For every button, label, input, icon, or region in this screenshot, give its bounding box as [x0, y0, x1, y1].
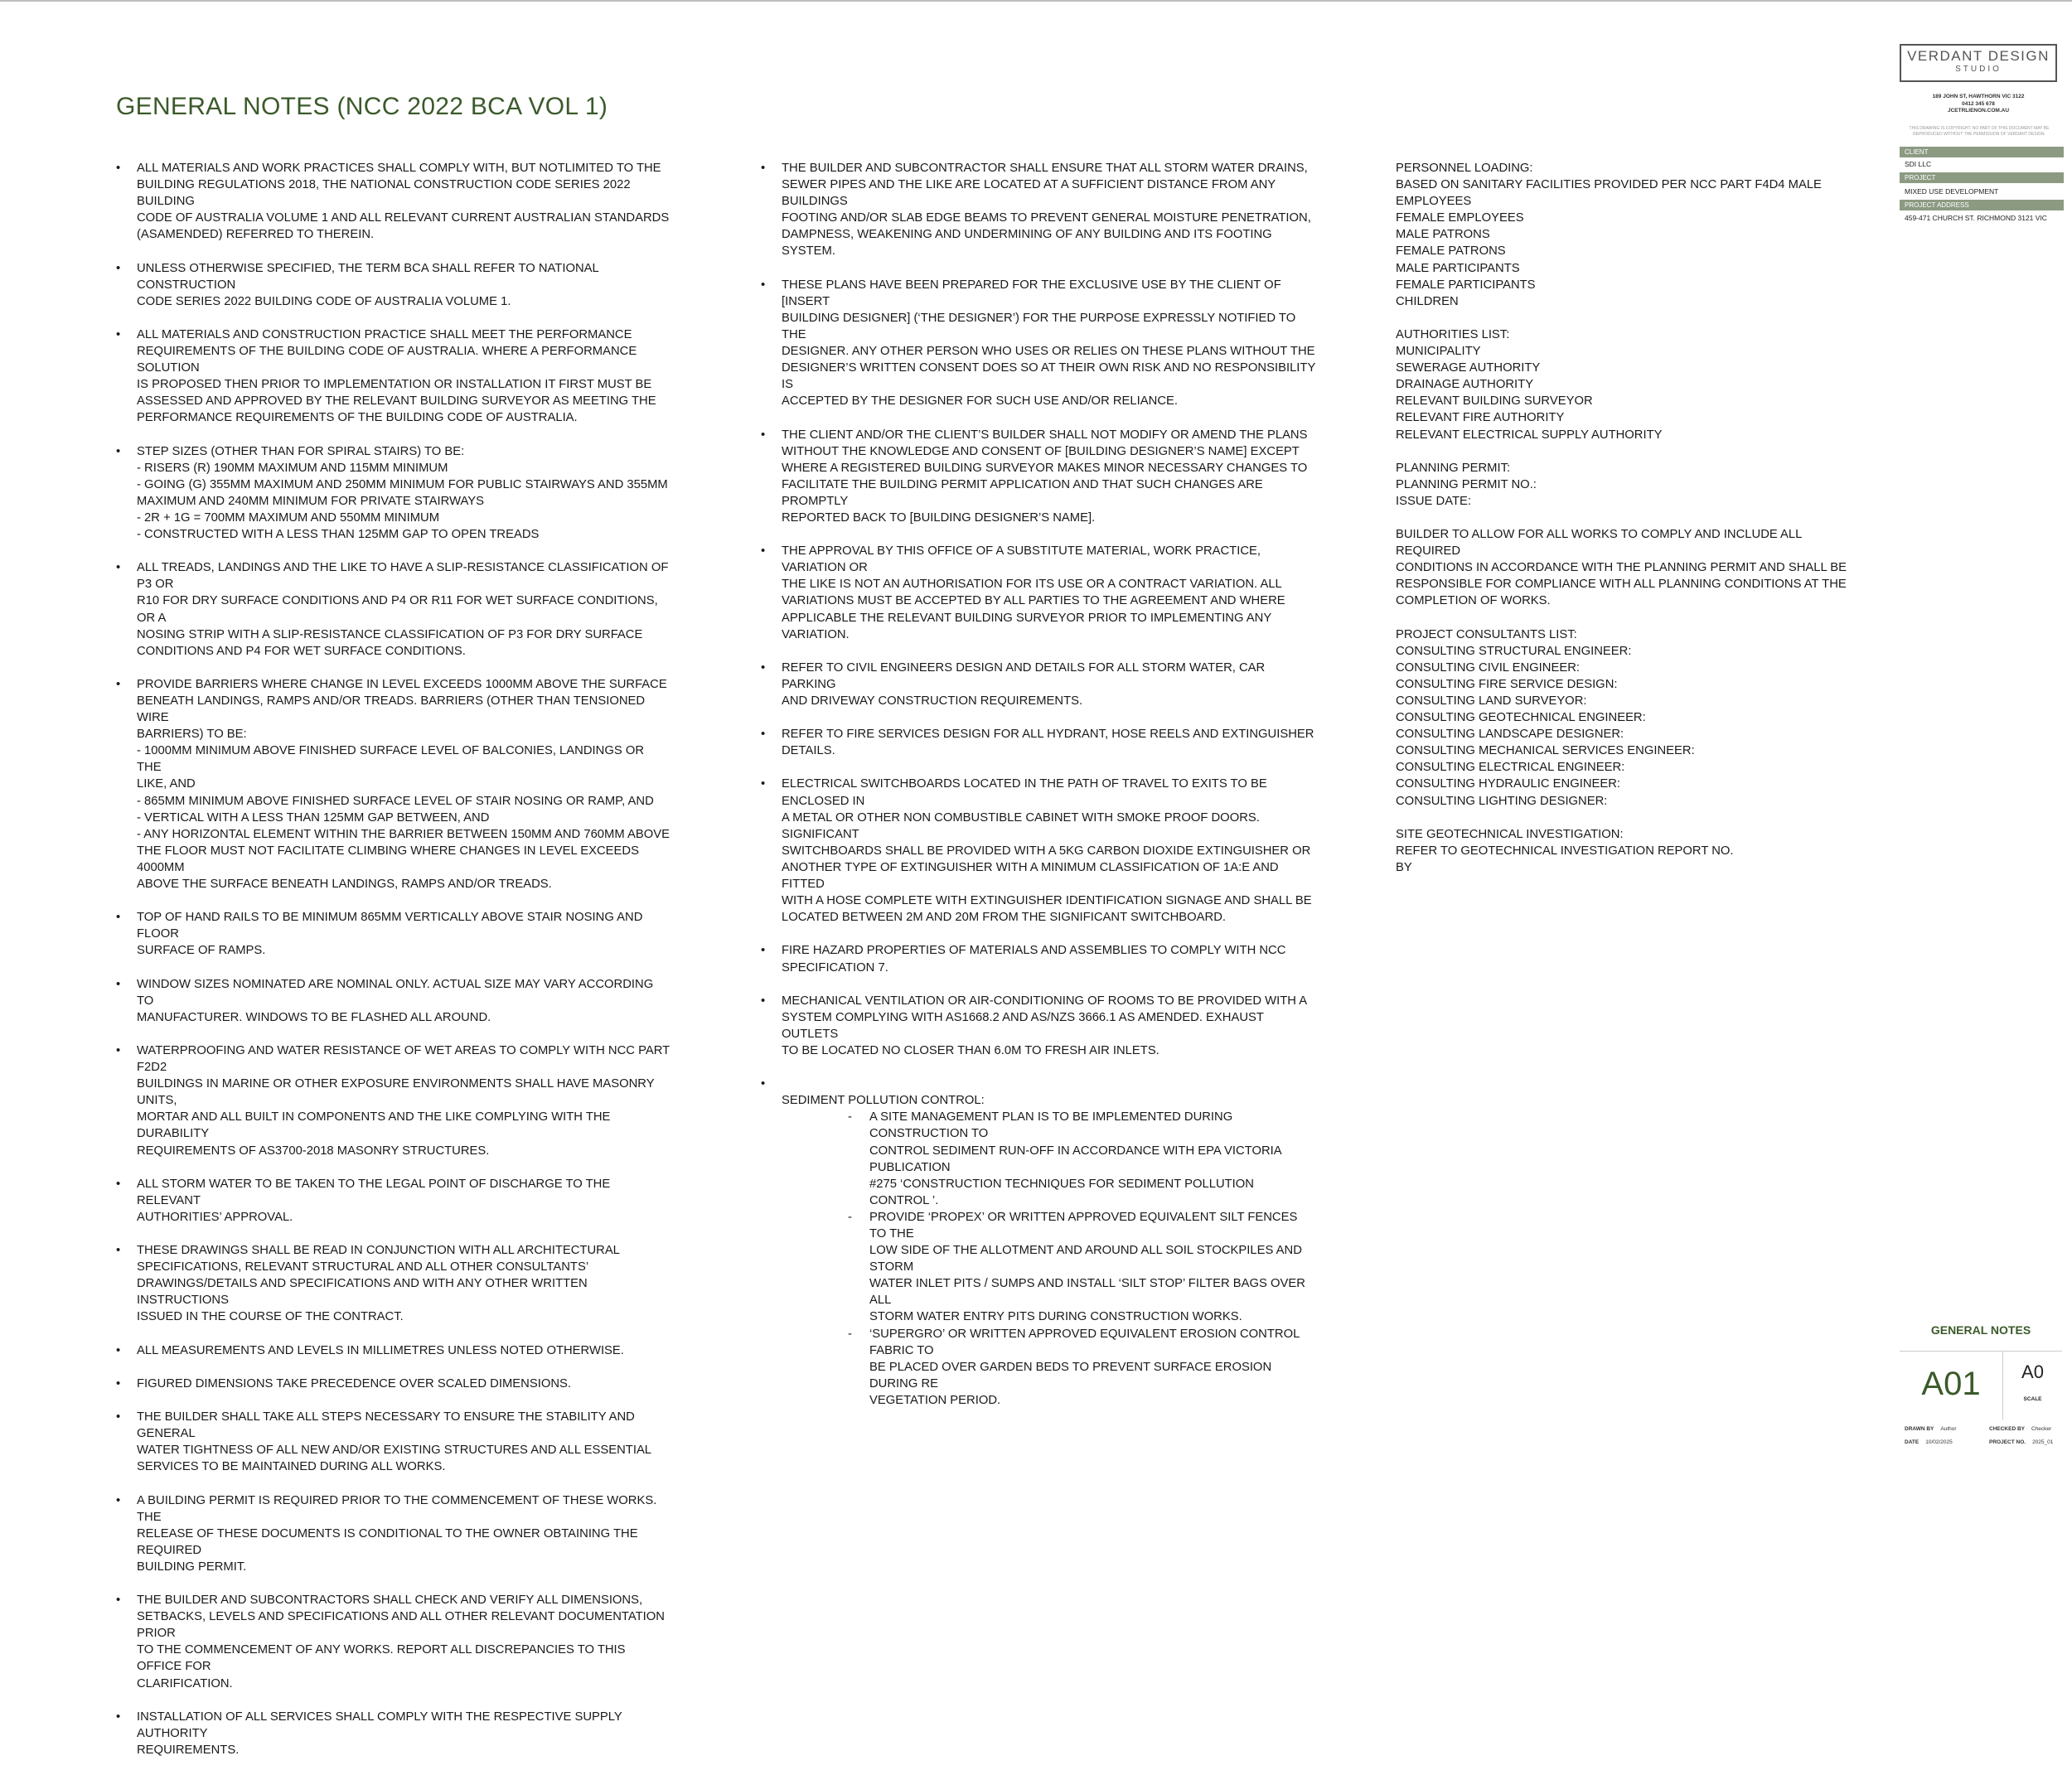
note-item: • UNLESS OTHERWISE SPECIFIED, THE TERM BCA SHALL REFER TO NATIONAL CONSTRUCTION CODE SERIES 2022 BUILDING CODE OF AUSTRALIA VOLUME 1. [116, 260, 671, 310]
issue-date [1905, 1439, 1953, 1445]
sediment-item: - PROVIDE ‘PROPEX’ OR WRITTEN APPROVED EQUIVALENT SILT FENCES TO THE LOW SIDE OF THE ALLOTMENT AND AROUND ALL SOIL STOCKPILES AND STORM WATER INLET PITS / SUMPS AND INSTALL ‘SILT STOP’ FILTER BAGS OVER ALL STORM WATER ENTRY PITS DURING CONSTRUCTION WORKS. [848, 1209, 1316, 1326]
note-item: • ALL TREADS, LANDINGS AND THE LIKE TO HAVE A SLIP-RESISTANCE CLASSIFICATION OF P3 OR R10 FOR DRY SURFACE CONDITIONS AND P4 OR R11 FOR WET SURFACE CONDITIONS, OR A NOSING STRIP WITH A SLIP-RESISTANCE CLASSIFICATION OF P3 FOR DRY SURFACE CONDITIONS AND P4 FOR WET SURFACE CONDITIONS. [116, 559, 671, 660]
sediment-item: - ‘SUPERGRO’ OR WRITTEN APPROVED EQUIVALENT EROSION CONTROL FABRIC TO BE PLACED OVER GARDEN BEDS TO PREVENT SURFACE EROSION DURING RE VEGETATION PERIOD. [848, 1326, 1316, 1409]
info-section [1396, 160, 1868, 310]
client-label: CLIENT [1900, 147, 2064, 157]
company-contact [1900, 94, 2057, 115]
note-item: • THE BUILDER AND SUBCONTRACTORS SHALL CHECK AND VERIFY ALL DIMENSIONS, SETBACKS, LEVELS AND SPECIFICATIONS AND ALL OTHER RELEVANT DOCUMENTATION PRIOR TO THE COMMENCEMENT OF ANY WORKS. REPORT ALL DISCREPANCIES TO THIS OFFICE FOR CLARIFICATION. [116, 1592, 671, 1692]
info-section-text: PERSONNEL LOADING: BASED ON SANITARY FACILITIES PROVIDED PER NCC PART F4D4 MALE EMPLOYEES FEMALE EMPLOYEES MALE PATRONS FEMALE PATRONS MALE PARTICIPANTS FEMALE PARTICIPANTS CHILDREN [1396, 162, 1822, 308]
note-item: • PROVIDE BARRIERS WHERE CHANGE IN LEVEL EXCEEDS 1000MM ABOVE THE SURFACE BENEATH LANDINGS, RAMPS AND/OR TREADS. BARRIERS (OTHER THAN TENSIONED WIRE BARRIERS) TO BE: - 1000MM MINIMUM ABOVE FINISHED SURFACE LEVEL OF BALCONIES, LANDINGS OR THE LIKE, AND - 865MM MINIMUM ABOVE FINISHED SURFACE LEVEL OF STAIR NOSING OR RAMP, AND - VERTICAL WITH A LESS THAN 125MM GAP BETWEEN, AND - ANY HORIZONTAL ELEMENT WITHIN THE BARRIER BETWEEN 150MM AND 760MM ABOVE THE FLOOR MUST NOT FACILITATE CLIMBING WHERE CHANGES IN LEVEL EXCEEDS 4000MM ABOVE THE SURFACE BENEATH LANDINGS, RAMPS AND/OR TREADS. [116, 676, 671, 892]
notes-column-1 [116, 160, 671, 1775]
info-section [1396, 460, 1868, 510]
top-border-line [0, 0, 2072, 2]
date-label: DATE [1905, 1439, 1920, 1445]
date-value: 10/02/2025 [1925, 1439, 1953, 1445]
sediment-section [761, 1076, 1316, 1425]
note-item: • THESE PLANS HAVE BEEN PREPARED FOR THE EXCLUSIVE USE BY THE CLIENT OF [INSERT BUILDING DESIGNER] (‘THE DESIGNER’) FOR THE PURPOSE EXPRESSLY NOTIFIED TO THE DESIGNER. ANY OTHER PERSON WHO USES OR RELIES ON THESE PLANS WITHOUT THE DESIGNER’S WRITTEN CONSENT DOES SO AT THEIR OWN RISK AND NO RESPONSIBILITY IS ACCEPTED BY THE DESIGNER FOR SUCH USE AND/OR RELIANCE. [761, 277, 1316, 410]
checked-by-value: Checker [2031, 1426, 2052, 1432]
info-section-text: SITE GEOTECHNICAL INVESTIGATION: REFER TO GEOTECHNICAL INVESTIGATION REPORT NO. BY [1396, 827, 1734, 874]
company-logo [1900, 44, 2057, 82]
note-item: • INSTALLATION OF ALL SERVICES SHALL COMPLY WITH THE RESPECTIVE SUPPLY AUTHORITY REQUIREMENTS. [116, 1709, 671, 1758]
info-section [1396, 626, 1868, 810]
company-email: JCETRLIENON.COM.AU [1947, 108, 2010, 114]
notes-column-2 [761, 160, 1316, 1425]
note-item: • ALL MATERIALS AND WORK PRACTICES SHALL COMPLY WITH, BUT NOTLIMITED TO THE BUILDING REGULATIONS 2018, THE NATIONAL CONSTRUCTION CODE SERIES 2022 BUILDING CODE OF AUSTRALIA VOLUME 1 AND ALL RELEVANT CURRENT AUSTRALIAN STANDARDS (ASAMENDED) REFERRED TO THEREIN. [116, 160, 671, 243]
note-item: • THESE DRAWINGS SHALL BE READ IN CONJUNCTION WITH ALL ARCHITECTURAL SPECIFICATIONS, RELEVANT STRUCTURAL AND ALL OTHER CONSULTANTS’ DRAWINGS/DETAILS AND SPECIFICATIONS AND WITH ANY OTHER WRITTEN INSTRUCTIONS ISSUED IN THE COURSE OF THE CONTRACT. [116, 1242, 671, 1325]
info-section [1396, 826, 1868, 876]
project-no-label: PROJECT NO. [1989, 1439, 2026, 1445]
note-item: • REFER TO CIVIL ENGINEERS DESIGN AND DETAILS FOR ALL STORM WATER, CAR PARKING AND DRIVEWAY CONSTRUCTION REQUIREMENTS. [761, 660, 1316, 709]
project-address-value: 459-471 CHURCH ST. RICHMOND 3121 VIC [1905, 214, 2047, 222]
project-value: MIXED USE DEVELOPMENT [1905, 187, 1999, 196]
note-item: • ALL MEASUREMENTS AND LEVELS IN MILLIMETRES UNLESS NOTED OTHERWISE. [116, 1342, 671, 1359]
note-item: • ALL STORM WATER TO BE TAKEN TO THE LEGAL POINT OF DISCHARGE TO THE RELEVANT AUTHORITIES’ APPROVAL. [116, 1176, 671, 1226]
note-item: • FIGURED DIMENSIONS TAKE PRECEDENCE OVER SCALED DIMENSIONS. [116, 1376, 671, 1392]
notes-column-3 [1396, 160, 1868, 892]
scale-value: A0 [2021, 1361, 2044, 1382]
drawn-by-value: Author [1940, 1426, 1957, 1432]
info-section [1396, 326, 1868, 443]
note-item [761, 1076, 1316, 1425]
project-no-value: 2025_01 [2032, 1439, 2054, 1445]
note-item: • MECHANICAL VENTILATION OR AIR-CONDITIONING OF ROOMS TO BE PROVIDED WITH A SYSTEM COMPLYING WITH AS1668.2 AND AS/NZS 3666.1 AS AMENDED. EXHAUST OUTLETS TO BE LOCATED NO CLOSER THAN 6.0M TO FRESH AIR INLETS. [761, 993, 1316, 1059]
logo-line-2: STUDIO [1955, 65, 2002, 74]
project-number [1989, 1439, 2053, 1445]
note-item: • WATERPROOFING AND WATER RESISTANCE OF WET AREAS TO COMPLY WITH NCC PART F2D2 BUILDINGS IN MARINE OR OTHER EXPOSURE ENVIRONMENTS SHALL HAVE MASONRY UNITS, MORTAR AND ALL BUILT IN COMPONENTS AND THE LIKE COMPLYING WITH THE DURABILITY REQUIREMENTS OF AS3700-2018 MASONRY STRUCTURES. [116, 1042, 671, 1159]
scale-label: SCALE [2023, 1396, 2042, 1402]
client-value: SDI LLC [1905, 160, 1932, 168]
info-section [1396, 526, 1868, 609]
sheet-number-box [1900, 1351, 2062, 1420]
sediment-item: - A SITE MANAGEMENT PLAN IS TO BE IMPLEMENTED DURING CONSTRUCTION TO CONTROL SEDIMENT RUN-OFF IN ACCORDANCE WITH EPA VICTORIA PUBLICATION #275 ‘CONSTRUCTION TECHNIQUES FOR SEDIMENT POLLUTION CONTROL ’. [848, 1109, 1316, 1209]
note-item: • ELECTRICAL SWITCHBOARDS LOCATED IN THE PATH OF TRAVEL TO EXITS TO BE ENCLOSED IN A METAL OR OTHER NON COMBUSTIBLE CABINET WITH SMOKE PROOF DOORS. SIGNIFICANT SWITCHBOARDS SHALL BE PROVIDED WITH A 5KG CARBON DIOXIDE EXTINGUISHER OR ANOTHER TYPE OF EXTINGUISHER WITH A MINIMUM CLASSIFICATION OF 1A:E AND FITTED WITH A HOSE COMPLETE WITH EXTINGUISHER IDENTIFICATION SIGNAGE AND SHALL BE LOCATED BETWEEN 2M AND 20M FROM THE SIGNIFICANT SWITCHBOARD. [761, 776, 1316, 926]
note-item: • REFER TO FIRE SERVICES DESIGN FOR ALL HYDRANT, HOSE REELS AND EXTINGUISHER DETAILS. [761, 726, 1316, 759]
checked-by-label: CHECKED BY [1989, 1426, 2025, 1432]
note-item: • THE BUILDER SHALL TAKE ALL STEPS NECESSARY TO ENSURE THE STABILITY AND GENERAL WATER TIGHTNESS OF ALL NEW AND/OR EXISTING STRUCTURES AND ALL ESSENTIAL SERVICES TO BE MAINTAINED DURING ALL WORKS. [116, 1409, 671, 1475]
sediment-sublist [782, 1109, 1316, 1409]
drawn-by [1905, 1426, 1957, 1432]
info-section-text: BUILDER TO ALLOW FOR ALL WORKS TO COMPLY AND INCLUDE ALL REQUIRED CONDITIONS IN ACCORDANCE WITH THE PLANNING PERMIT AND SHALL BE RESPONSIBLE FOR COMPLIANCE WITH ALL PLANNING CONDITIONS AT THE COMPLETION OF WORKS. [1396, 528, 1847, 608]
note-item: • FIRE HAZARD PROPERTIES OF MATERIALS AND ASSEMBLIES TO COMPLY WITH NCC SPECIFICATION 7. [761, 942, 1316, 975]
logo-line-1: VERDANT DESIGN [1907, 48, 2050, 64]
note-item: • WINDOW SIZES NOMINATED ARE NOMINAL ONLY. ACTUAL SIZE MAY VARY ACCORDING TO MANUFACTURER. WINDOWS TO BE FLASHED ALL AROUND. [116, 976, 671, 1026]
sediment-heading: SEDIMENT POLLUTION CONTROL: [782, 1094, 985, 1108]
company-phone: 0412 345 678 [1962, 100, 1995, 107]
notes-list-1 [116, 160, 671, 1758]
sheet-title: GENERAL NOTES [1930, 1323, 2031, 1337]
info-section-text: PLANNING PERMIT: PLANNING PERMIT NO.: ISSUE DATE: [1396, 461, 1537, 508]
company-address: 189 JOHN ST, HAWTHORN VIC 3122 [1932, 94, 2025, 99]
title-block [1900, 0, 2062, 1465]
copyright-notice: THIS DRAWING IS COPYRIGHT. NO PART OF THIS DOCUMENT MAY BE REPRODUCED WITHOUT THE PERMISSION OF VERDANT DESIGN. [1909, 126, 2050, 137]
note-item: • THE BUILDER AND SUBCONTRACTOR SHALL ENSURE THAT ALL STORM WATER DRAINS, SEWER PIPES AND THE LIKE ARE LOCATED AT A SUFFICIENT DISTANCE FROM ANY BUILDINGS FOOTING AND/OR SLAB EDGE BEAMS TO PREVENT GENERAL MOISTURE PENETRATION, DAMPNESS, WEAKENING AND UNDERMINING OF ANY BUILDING AND ITS FOOTING SYSTEM. [761, 160, 1316, 260]
project-address-label: PROJECT ADDRESS [1900, 200, 2064, 210]
info-section-text: PROJECT CONSULTANTS LIST: CONSULTING STRUCTURAL ENGINEER: CONSULTING CIVIL ENGINEER: CONSULTING FIRE SERVICE DESIGN: CONSULTING LAND SURVEYOR: CONSULTING GEOTECHNICAL ENGINEER: CONSULTING LANDSCAPE DESIGNER: CONSULTING MECHANICAL SERVICES ENGINEER: CONSULTING ELECTRICAL ENGINEER: CONSULTING HYDRAULIC ENGINEER: CONSULTING LIGHTING DESIGNER: [1396, 627, 1695, 808]
note-item: • ALL MATERIALS AND CONSTRUCTION PRACTICE SHALL MEET THE PERFORMANCE REQUIREMENTS OF THE BUILDING CODE OF AUSTRALIA. WHERE A PERFORMANCE SOLUTION IS PROPOSED THEN PRIOR TO IMPLEMENTATION OR INSTALLATION IT FIRST MUST BE ASSESSED AND APPROVED BY THE RELEVANT BUILDING SURVEYOR AS MEETING THE PERFORMANCE REQUIREMENTS OF THE BUILDING CODE OF AUSTRALIA. [116, 326, 671, 427]
notes-list-2 [761, 160, 1316, 1059]
page-title: GENERAL NOTES (NCC 2022 BCA VOL 1) [116, 93, 608, 120]
note-item: • TOP OF HAND RAILS TO BE MINIMUM 865MM VERTICALLY ABOVE STAIR NOSING AND FLOOR SURFACE OF RAMPS. [116, 909, 671, 959]
drawn-by-label: DRAWN BY [1905, 1426, 1934, 1432]
note-item: • STEP SIZES (OTHER THAN FOR SPIRAL STAIRS) TO BE: - RISERS (R) 190MM MAXIMUM AND 115MM MINIMUM - GOING (G) 355MM MAXIMUM AND 250MM MINIMUM FOR PUBLIC STAIRWAYS AND 355MM MAXIMUM AND 240MM MINIMUM FOR PRIVATE STAIRWAYS - 2R + 1G = 700MM MAXIMUM AND 550MM MINIMUM - CONSTRUCTED WITH A LESS THAN 125MM GAP TO OPEN TREADS [116, 443, 671, 544]
sheet-number: A01 [1921, 1366, 1981, 1402]
project-label: PROJECT [1900, 172, 2064, 183]
info-section-text: AUTHORITIES LIST: MUNICIPALITY SEWERAGE AUTHORITY DRAINAGE AUTHORITY RELEVANT BUILDING SURVEYOR RELEVANT FIRE AUTHORITY RELEVANT ELECTRICAL SUPPLY AUTHORITY [1396, 327, 1663, 442]
note-item: • THE APPROVAL BY THIS OFFICE OF A SUBSTITUTE MATERIAL, WORK PRACTICE, VARIATION OR THE LIKE IS NOT AN AUTHORISATION FOR ITS USE OR A CONTRACT VARIATION. ALL VARIATIONS MUST BE ACCEPTED BY ALL PARTIES TO THE AGREEMENT AND WHERE APPLICABLE THE RELEVANT BUILDING SURVEYOR PRIOR TO IMPLEMENTING ANY VARIATION. [761, 543, 1316, 643]
note-item: • A BUILDING PERMIT IS REQUIRED PRIOR TO THE COMMENCEMENT OF THESE WORKS. THE RELEASE OF THESE DOCUMENTS IS CONDITIONAL TO THE OWNER OBTAINING THE REQUIRED BUILDING PERMIT. [116, 1492, 671, 1575]
checked-by [1989, 1426, 2051, 1432]
note-item: • THE CLIENT AND/OR THE CLIENT’S BUILDER SHALL NOT MODIFY OR AMEND THE PLANS WITHOUT THE KNOWLEDGE AND CONSENT OF [BUILDING DESIGNER’S NAME] EXCEPT WHERE A REGISTERED BUILDING SURVEYOR MAKES MINOR NECESSARY CHANGES TO FACILITATE THE BUILDING PERMIT APPLICATION AND THAT SUCH CHANGES ARE PROMPTLY REPORTED BACK TO [BUILDING DESIGNER’S NAME]. [761, 427, 1316, 527]
